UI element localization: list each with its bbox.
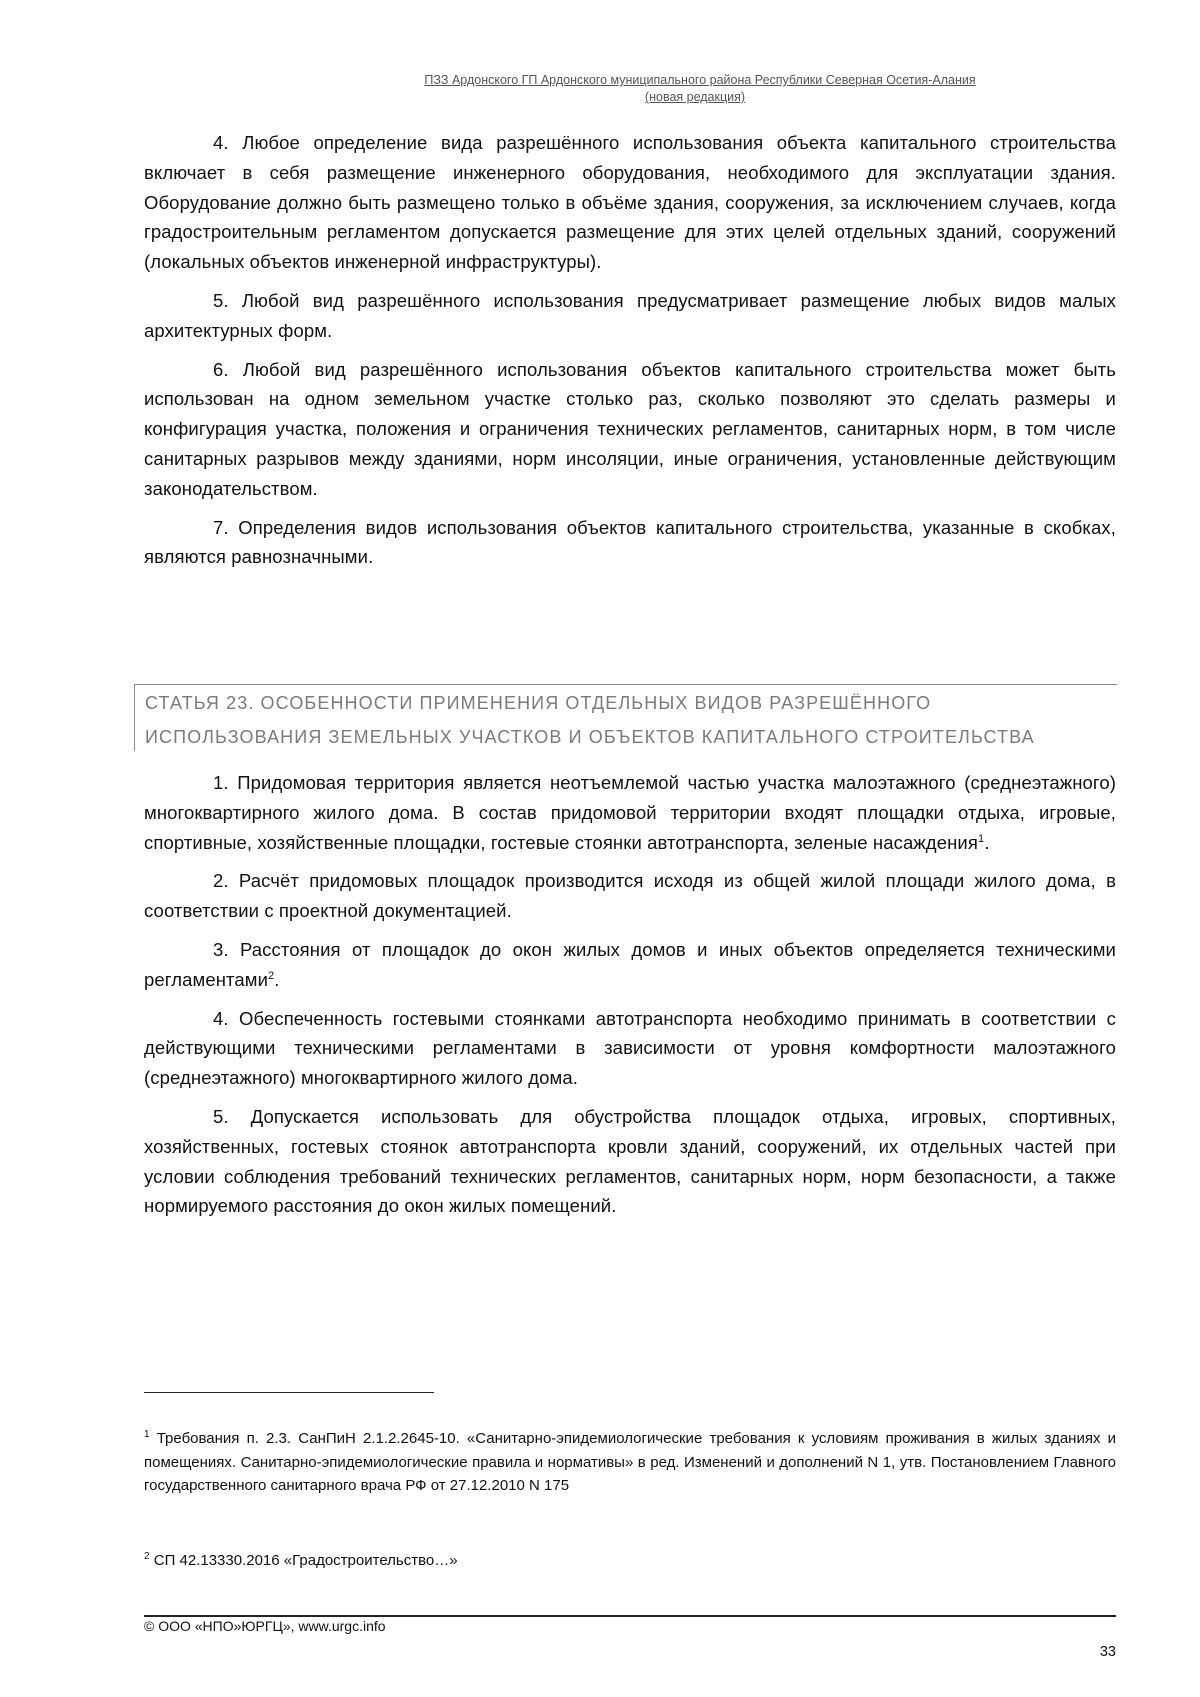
paragraph-6: 6. Любой вид разрешённого использования объектов капитального строительства может быть использован на одном земельном участке столько раз, сколько позволяют это сделать размеры и конфигурация участка, положения и ограничения технических регламентов, санитарных норм, в том числе санитарных разрывов между зданиями, норм инсоляции, иные ограничения, установленные действующим законодательством.: [144, 358, 1116, 499]
article-body: [144, 768, 1116, 1230]
footnote-divider: [144, 1392, 434, 1393]
article-paragraph-4: 4. Обеспеченность гостевыми стоянками автотранспорта необходимо принимать в соответствии с действующими техническими регламентами в зависимости от уровня комфортности малоэтажного (среднеэтажного) многоквартирного жилого дома.: [144, 1007, 1116, 1089]
footer-copyright: © ООО «НПО»ЮРГЦ», www.urgc.info: [144, 1618, 386, 1634]
article-paragraph-1: 1. Придомовая территория является неотъемлемой частью участка малоэтажного (среднеэтажного) многоквартирного жилого дома. В состав придомовой территории входят площадки отдыха, игровые, спортивные, хозяйственные площадки, гостевые стоянки автотранспорта, зеленые насаждения$^1$.: [144, 772, 1116, 853]
article-paragraph-2: 2. Расчёт придомовых площадок производится исходя из общей жилой площади жилого дома, в соответствии с проектной документацией.: [144, 870, 1116, 922]
paragraph-4: 4. Любое определение вида разрешённого использования объекта капитального строительства включает в себя размещение инженерного оборудования, необходимого для эксплуатации здания. Оборудование должно быть размещено только в объёме здания, сооружения, за исключением случаев, когда градостроительным регламентом допускается размещение для этих целей отдельных зданий, сооружений (локальных объектов инженерной инфраструктуры).: [144, 132, 1116, 273]
footnote-ref-2[interactable]: 2: [268, 969, 275, 982]
article-paragraph-3: 3. Расстояния от площадок до окон жилых домов и иных объектов определяется техническими регламентами$^2$.: [144, 938, 1116, 990]
header-edition: (новая редакция): [644, 90, 746, 104]
header-title: ПЗЗ Ардонского ГП Ардонского муниципального района Республики Северная Осетия-Алания: [424, 73, 976, 87]
article-title-line-2: ИСПОЛЬЗОВАНИЯ ЗЕМЕЛЬНЫХ УЧАСТКОВ И ОБЪЕКТОВ КАПИТАЛЬНОГО СТРОИТЕЛЬСТВА: [145, 727, 1035, 747]
footnote-mark-1: 1: [144, 1429, 150, 1440]
section-top: [144, 128, 1116, 581]
footer-divider: [144, 1615, 1116, 1617]
paragraph-7: 7. Определения видов использования объектов капитального строительства, указанные в скобках, являются равнозначными.: [144, 516, 1116, 568]
footnote-1: [144, 1427, 1116, 1498]
article-title-line-1: СТАТЬЯ 23. ОСОБЕННОСТИ ПРИМЕНЕНИЯ ОТДЕЛЬНЫХ ВИДОВ РАЗРЕШЁННОГО: [145, 693, 932, 713]
page-number: 33: [1099, 1644, 1116, 1660]
paragraph-5: 5. Любой вид разрешённого использования предусматривает размещение любых видов малых архитектурных форм.: [144, 289, 1116, 341]
footnote-2: [144, 1549, 1116, 1573]
footnote-text-2: СП 42.13330.2016 «Градостроительство…»: [149, 1552, 458, 1569]
article-paragraph-5: 5. Допускается использовать для обустройства площадок отдыха, игровых, спортивных, хозяйственных, гостевых стоянок автотранспорта кровли зданий, сооружений, их отдельных частей при условии соблюдения требований технических регламентов, санитарных норм, норм безопасности, а также нормируемого расстояния до окон жилых помещений.: [144, 1105, 1116, 1217]
running-header: [0, 72, 1200, 106]
article-heading: [134, 684, 1117, 751]
footnote-text-1: Требования п. 2.3. СанПиН 2.1.2.2645-10. «Санитарно-эпидемиологические требования к условиям проживания в жилых зданиях и помещениях. Санитарно-эпидемиологические правила и нормативы» в ред. Изменений и дополнений N 1, утв. Постановлением Главного государственного санитарного врача РФ от 27.12.2010 N 175: [144, 1430, 1116, 1494]
footnote-ref-1[interactable]: 1: [977, 832, 985, 845]
footnote-mark-2: 2: [144, 1551, 150, 1562]
